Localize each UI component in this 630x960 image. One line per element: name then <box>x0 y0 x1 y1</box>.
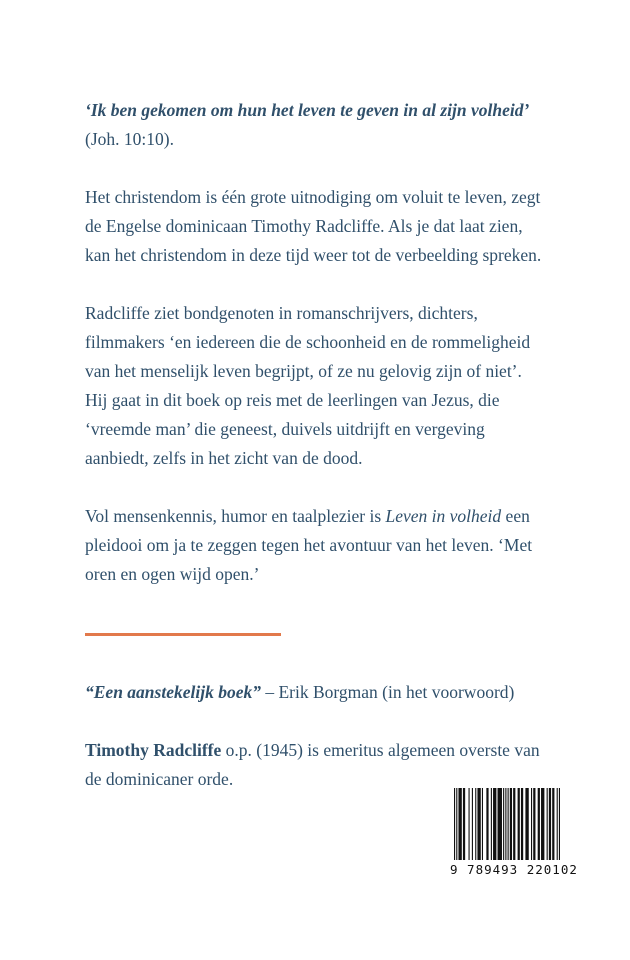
bible-quote-reference: (Joh. 10:10). <box>85 129 174 149</box>
closing-text-after: een pleidooi om ja te zeggen tegen het avontuur van het leven. ‘Met oren en ogen wijd open.’ <box>85 506 533 584</box>
cover-text-block <box>85 96 546 823</box>
review-quote-text: “Een aanstekelijk boek” <box>85 682 261 702</box>
review-quote <box>85 678 546 707</box>
paragraph-intro: Het christendom is één grote uitnodiging om voluit te leven, zegt de Engelse dominicaan Timothy Radcliffe. Als je dat laat zien, kan het christendom in deze tijd weer tot de verbeelding spreken. <box>85 187 542 265</box>
review-attribution: – Erik Borgman (in het voorwoord) <box>260 682 515 702</box>
book-title-inline: Leven in volheid <box>385 506 502 526</box>
paragraph-closing <box>85 502 546 589</box>
paragraph-body: Radcliffe ziet bondgenoten in romanschrijvers, dichters, filmmakers ‘en iedereen die de schoonheid en de rommeligheid van het menselijk leven begrijpt, of ze nu gelovig zijn of niet’. Hij gaat in dit boek op reis met de leerlingen van Jezus, die ‘vreemde man’ die geneest, duivels uitdrijft en vergeving aanbiedt, zelfs in het zicht van de dood. <box>85 303 531 468</box>
closing-text-before: Vol mensenkennis, humor en taalplezier is <box>85 506 386 526</box>
bible-quote-text: ‘Ik ben gekomen om hun het leven te geven in al zijn volheid’ <box>85 100 528 120</box>
author-name: Timothy Radcliffe <box>85 740 222 760</box>
author-bio <box>85 736 546 794</box>
barcode-number: 9 789493 220102 <box>450 862 578 877</box>
bible-quote <box>85 96 546 154</box>
author-bio-text: o.p. (1945) is emeritus algemeen overste van de dominicaner orde. <box>85 740 540 789</box>
orange-divider <box>85 633 281 636</box>
barcode-bars <box>454 788 560 860</box>
barcode <box>450 788 578 877</box>
